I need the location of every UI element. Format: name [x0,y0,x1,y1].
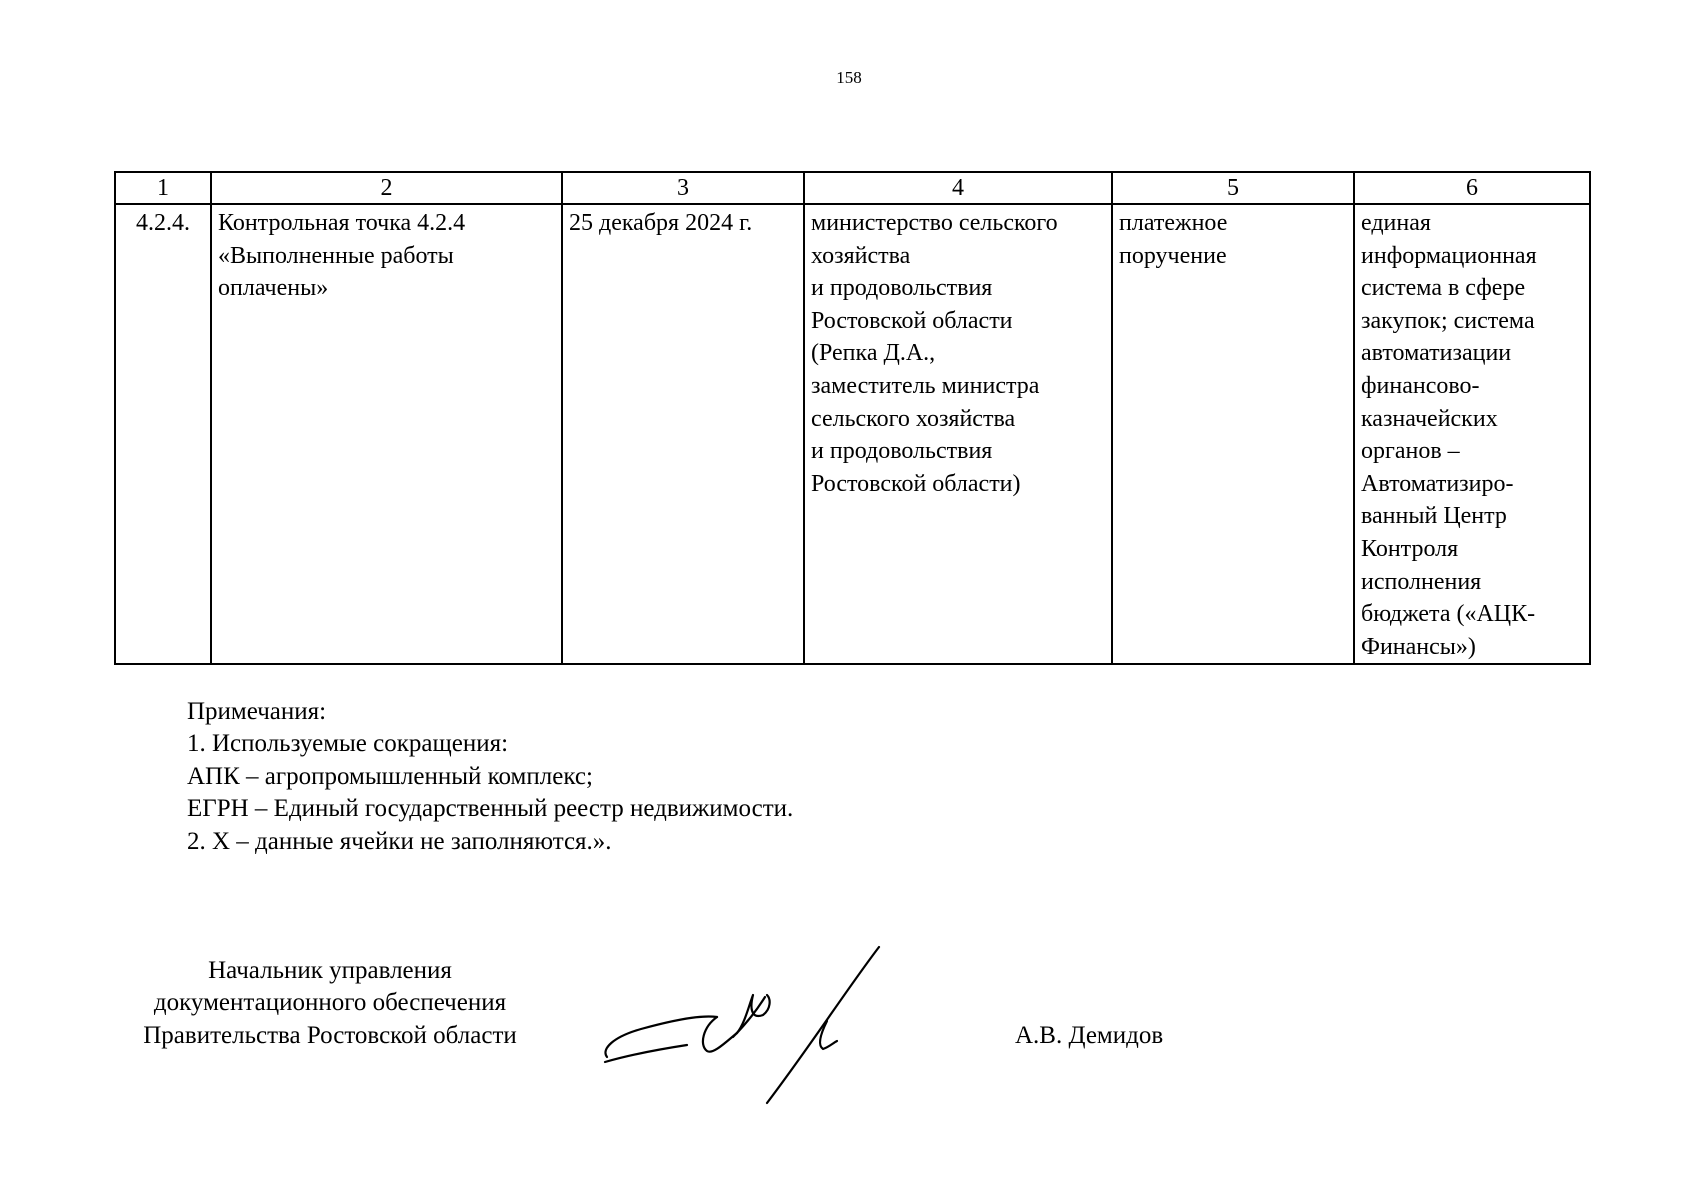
notes-item-2: 2. Х – данные ячейки не заполняются.». [187,827,612,855]
event-cell: Контрольная точка 4.2.4 «Выполненные работы оплачены» [211,204,562,664]
position-line-3: Правительства Ростовской области [143,1021,517,1049]
control-points-table [114,171,1591,665]
notes-heading: Примечания: [187,698,327,725]
column-number-row [115,172,1590,204]
signer-name: А.В. Демидов [1015,1022,1164,1049]
information-system-cell: единая информационная система в сфере закупок; система автоматизации финансово- казначейских органов – Автоматизиро- ванный Центр Контроля исполнения бюджета («АЦК- Финансы») [1354,204,1590,664]
column-number-5: 5 [1112,172,1354,204]
position-line-1: Начальник управления [208,957,452,984]
handwritten-signature [595,945,895,1105]
table-row [115,204,1590,664]
column-number-2: 2 [211,172,562,204]
document-cell: платежное поручение [1112,204,1354,664]
page-number: 158 [836,68,862,87]
responsible-cell: министерство сельского хозяйства и продовольствия Ростовской области (Репка Д.А., заместитель министра сельского хозяйства и продовольствия Ростовской области) [804,204,1112,664]
abbreviation-egrn: ЕГРН – Единый государственный реестр недвижимости. [187,795,794,823]
position-line-2: документационного обеспечения [153,989,507,1017]
column-number-1: 1 [115,172,211,204]
notes-item-1: 1. Используемые сокращения: [187,730,509,758]
column-number-6: 6 [1354,172,1590,204]
notes-block [187,696,793,858]
abbreviation-apk: АПК – агропромышленный комплекс; [187,762,593,790]
row-number-cell: 4.2.4. [115,204,211,664]
signer-position [110,955,550,1052]
column-number-4: 4 [804,172,1112,204]
column-number-3: 3 [562,172,804,204]
date-cell: 25 декабря 2024 г. [562,204,804,664]
